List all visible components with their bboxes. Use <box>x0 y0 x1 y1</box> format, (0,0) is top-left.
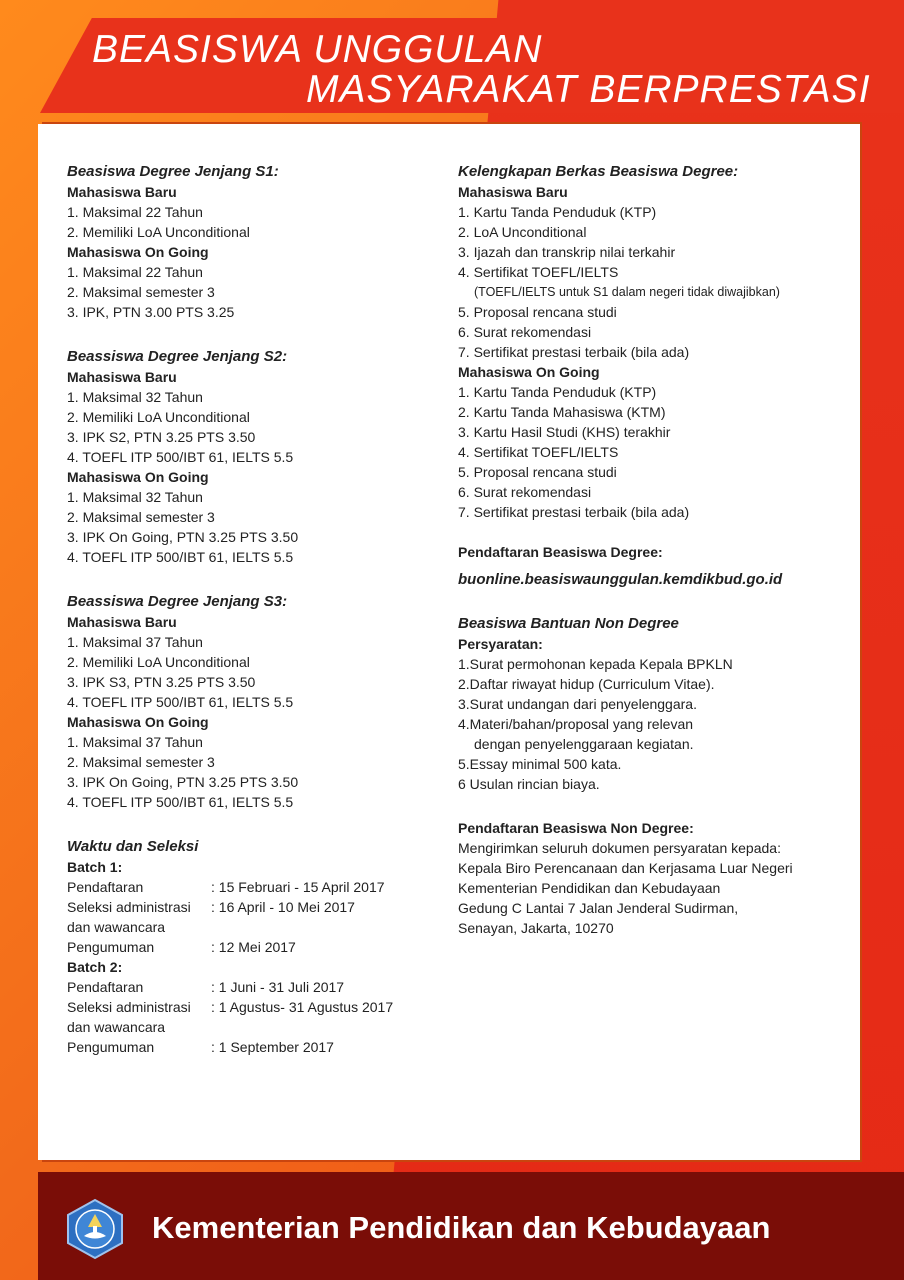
list-item: 5.Essay minimal 500 kata. <box>458 756 622 772</box>
non-degree-heading: Beasiswa Bantuan Non Degree <box>458 615 679 632</box>
section-pendaftaran-non-degree <box>458 818 838 938</box>
list-item: 2. LoA Unconditional <box>458 224 587 240</box>
schedule-row <box>67 997 427 1017</box>
section-s1 <box>67 162 427 322</box>
list-item: 1. Maksimal 32 Tahun <box>67 489 203 505</box>
schedule-row <box>67 1037 427 1057</box>
s3-heading: Beassiswa Degree Jenjang S3: <box>67 593 288 610</box>
waktu-heading: Waktu dan Seleksi <box>67 838 199 855</box>
section-pendaftaran-degree <box>458 542 838 590</box>
list-item: 4. TOEFL ITP 500/IBT 61, IELTS 5.5 <box>67 449 294 465</box>
list-item: 3. IPK On Going, PTN 3.25 PTS 3.50 <box>67 774 299 790</box>
list-item: 2.Daftar riwayat hidup (Curriculum Vitae). <box>458 676 715 692</box>
address-line: Gedung C Lantai 7 Jalan Jenderal Sudirman, <box>458 900 739 916</box>
s3-baru-label: Mahasiswa Baru <box>67 614 177 630</box>
registration-link[interactable]: buonline.beasiswaunggulan.kemdikbud.go.id <box>458 571 783 588</box>
list-item: 3. IPK S2, PTN 3.25 PTS 3.50 <box>67 429 256 445</box>
list-item: 7. Sertifikat prestasi terbaik (bila ada) <box>458 504 690 520</box>
schedule-key: Pengumuman <box>67 1039 155 1055</box>
list-item: 1. Maksimal 22 Tahun <box>67 204 203 220</box>
address-line: Kementerian Pendidikan dan Kebudayaan <box>458 880 721 896</box>
schedule-key: dan wawancara <box>67 1019 166 1035</box>
schedule-row <box>67 897 427 917</box>
list-item: 5. Proposal rencana studi <box>458 304 617 320</box>
list-item: 2. Memiliki LoA Unconditional <box>67 654 250 670</box>
list-item: 5. Proposal rencana studi <box>458 464 617 480</box>
address-line: Mengirimkan seluruh dokumen persyaratan kepada: <box>458 840 781 856</box>
s1-baru-label: Mahasiswa Baru <box>67 184 177 200</box>
tut-wuri-handayani-logo-icon <box>64 1198 126 1260</box>
list-item: 1.Surat permohonan kepada Kepala BPKLN <box>458 656 733 672</box>
section-waktu <box>67 837 427 1057</box>
schedule-row <box>67 917 427 937</box>
list-item: 3. IPK, PTN 3.00 PTS 3.25 <box>67 304 235 320</box>
list-item: 6 Usulan rincian biaya. <box>458 776 600 792</box>
list-item: 4. Sertifikat TOEFL/IELTS <box>458 444 619 460</box>
list-item: 2. Maksimal semester 3 <box>67 284 215 300</box>
schedule-row <box>67 1017 427 1037</box>
section-s3 <box>67 592 427 812</box>
list-item: 6. Surat rekomendasi <box>458 324 592 340</box>
toefl-note: (TOEFL/IELTS untuk S1 dalam negeri tidak diwajibkan) <box>474 285 780 299</box>
s3-ongoing-label: Mahasiswa On Going <box>67 714 209 730</box>
list-item: 2. Maksimal semester 3 <box>67 754 215 770</box>
list-item: 1. Kartu Tanda Penduduk (KTP) <box>458 384 657 400</box>
list-item: 2. Maksimal semester 3 <box>67 509 215 525</box>
section-s2 <box>67 347 427 567</box>
address-line: Kepala Biro Perencanaan dan Kerjasama Luar Negeri <box>458 860 793 876</box>
list-item: 7. Sertifikat prestasi terbaik (bila ada) <box>458 344 690 360</box>
schedule-row <box>67 877 427 897</box>
schedule-key: Pengumuman <box>67 939 155 955</box>
list-item: 3. Ijazah dan transkrip nilai terkahir <box>458 244 676 260</box>
list-item: 1. Kartu Tanda Penduduk (KTP) <box>458 204 657 220</box>
list-item: 1. Maksimal 32 Tahun <box>67 389 203 405</box>
title-line-1: BEASISWA UNGGULAN <box>92 28 543 71</box>
list-item: 3. IPK S3, PTN 3.25 PTS 3.50 <box>67 674 256 690</box>
s2-heading: Beassiswa Degree Jenjang S2: <box>67 348 288 365</box>
schedule-key: Seleksi administrasi <box>67 899 191 915</box>
section-berkas <box>458 162 838 522</box>
list-item: 3. Kartu Hasil Studi (KHS) terakhir <box>458 424 671 440</box>
s2-ongoing-label: Mahasiswa On Going <box>67 469 209 485</box>
list-item: 4. Sertifikat TOEFL/IELTS <box>458 264 619 280</box>
list-item: 4. TOEFL ITP 500/IBT 61, IELTS 5.5 <box>67 694 294 710</box>
list-item: 3. IPK On Going, PTN 3.25 PTS 3.50 <box>67 529 299 545</box>
schedule-key: Pendaftaran <box>67 879 144 895</box>
list-item: 2. Memiliki LoA Unconditional <box>67 409 250 425</box>
schedule-key: Pendaftaran <box>67 979 144 995</box>
batch2-label: Batch 2: <box>67 959 123 975</box>
berkas-heading: Kelengkapan Berkas Beasiswa Degree: <box>458 163 739 180</box>
berkas-ongoing-label: Mahasiswa On Going <box>458 364 600 380</box>
schedule-key: Seleksi administrasi <box>67 999 191 1015</box>
berkas-baru-label: Mahasiswa Baru <box>458 184 568 200</box>
s2-baru-label: Mahasiswa Baru <box>67 369 177 385</box>
list-item: 1. Maksimal 22 Tahun <box>67 264 203 280</box>
list-item: 4.Materi/bahan/proposal yang relevan <box>458 716 694 732</box>
s1-heading: Beasiswa Degree Jenjang S1: <box>67 163 279 180</box>
list-item: 6. Surat rekomendasi <box>458 484 592 500</box>
list-item-continuation: dengan penyelenggaraan kegiatan. <box>474 736 694 752</box>
s1-ongoing-label: Mahasiswa On Going <box>67 244 209 260</box>
schedule-row <box>67 937 427 957</box>
list-item: 1. Maksimal 37 Tahun <box>67 734 203 750</box>
list-item: 4. TOEFL ITP 500/IBT 61, IELTS 5.5 <box>67 794 294 810</box>
title-line-2: MASYARAKAT BERPRESTASI <box>306 68 871 111</box>
section-non-degree <box>458 614 838 794</box>
list-item: 3.Surat undangan dari penyelenggara. <box>458 696 697 712</box>
pendaftaran-non-degree-heading: Pendaftaran Beasiswa Non Degree: <box>458 820 694 836</box>
list-item: 2. Kartu Tanda Mahasiswa (KTM) <box>458 404 666 420</box>
schedule-value: : 1 Agustus- 31 Agustus 2017 <box>211 999 394 1015</box>
schedule-value: : 12 Mei 2017 <box>211 939 296 955</box>
address-line: Senayan, Jakarta, 10270 <box>458 920 614 936</box>
persyaratan-label: Persyaratan: <box>458 636 543 652</box>
left-column <box>67 162 427 1057</box>
list-item: 4. TOEFL ITP 500/IBT 61, IELTS 5.5 <box>67 549 294 565</box>
batch1-label: Batch 1: <box>67 859 123 875</box>
schedule-value: : 1 Juni - 31 Juli 2017 <box>211 979 345 995</box>
schedule-row <box>67 977 427 997</box>
list-item: 2. Memiliki LoA Unconditional <box>67 224 250 240</box>
schedule-key: dan wawancara <box>67 919 166 935</box>
schedule-value: : 15 Februari - 15 April 2017 <box>211 879 385 895</box>
schedule-value: : 1 September 2017 <box>211 1039 334 1055</box>
right-column <box>458 162 838 938</box>
schedule-value: : 16 April - 10 Mei 2017 <box>211 899 355 915</box>
pendaftaran-degree-heading: Pendaftaran Beasiswa Degree: <box>458 544 663 560</box>
ministry-name: Kementerian Pendidikan dan Kebudayaan <box>152 1210 771 1245</box>
list-item: 1. Maksimal 37 Tahun <box>67 634 203 650</box>
